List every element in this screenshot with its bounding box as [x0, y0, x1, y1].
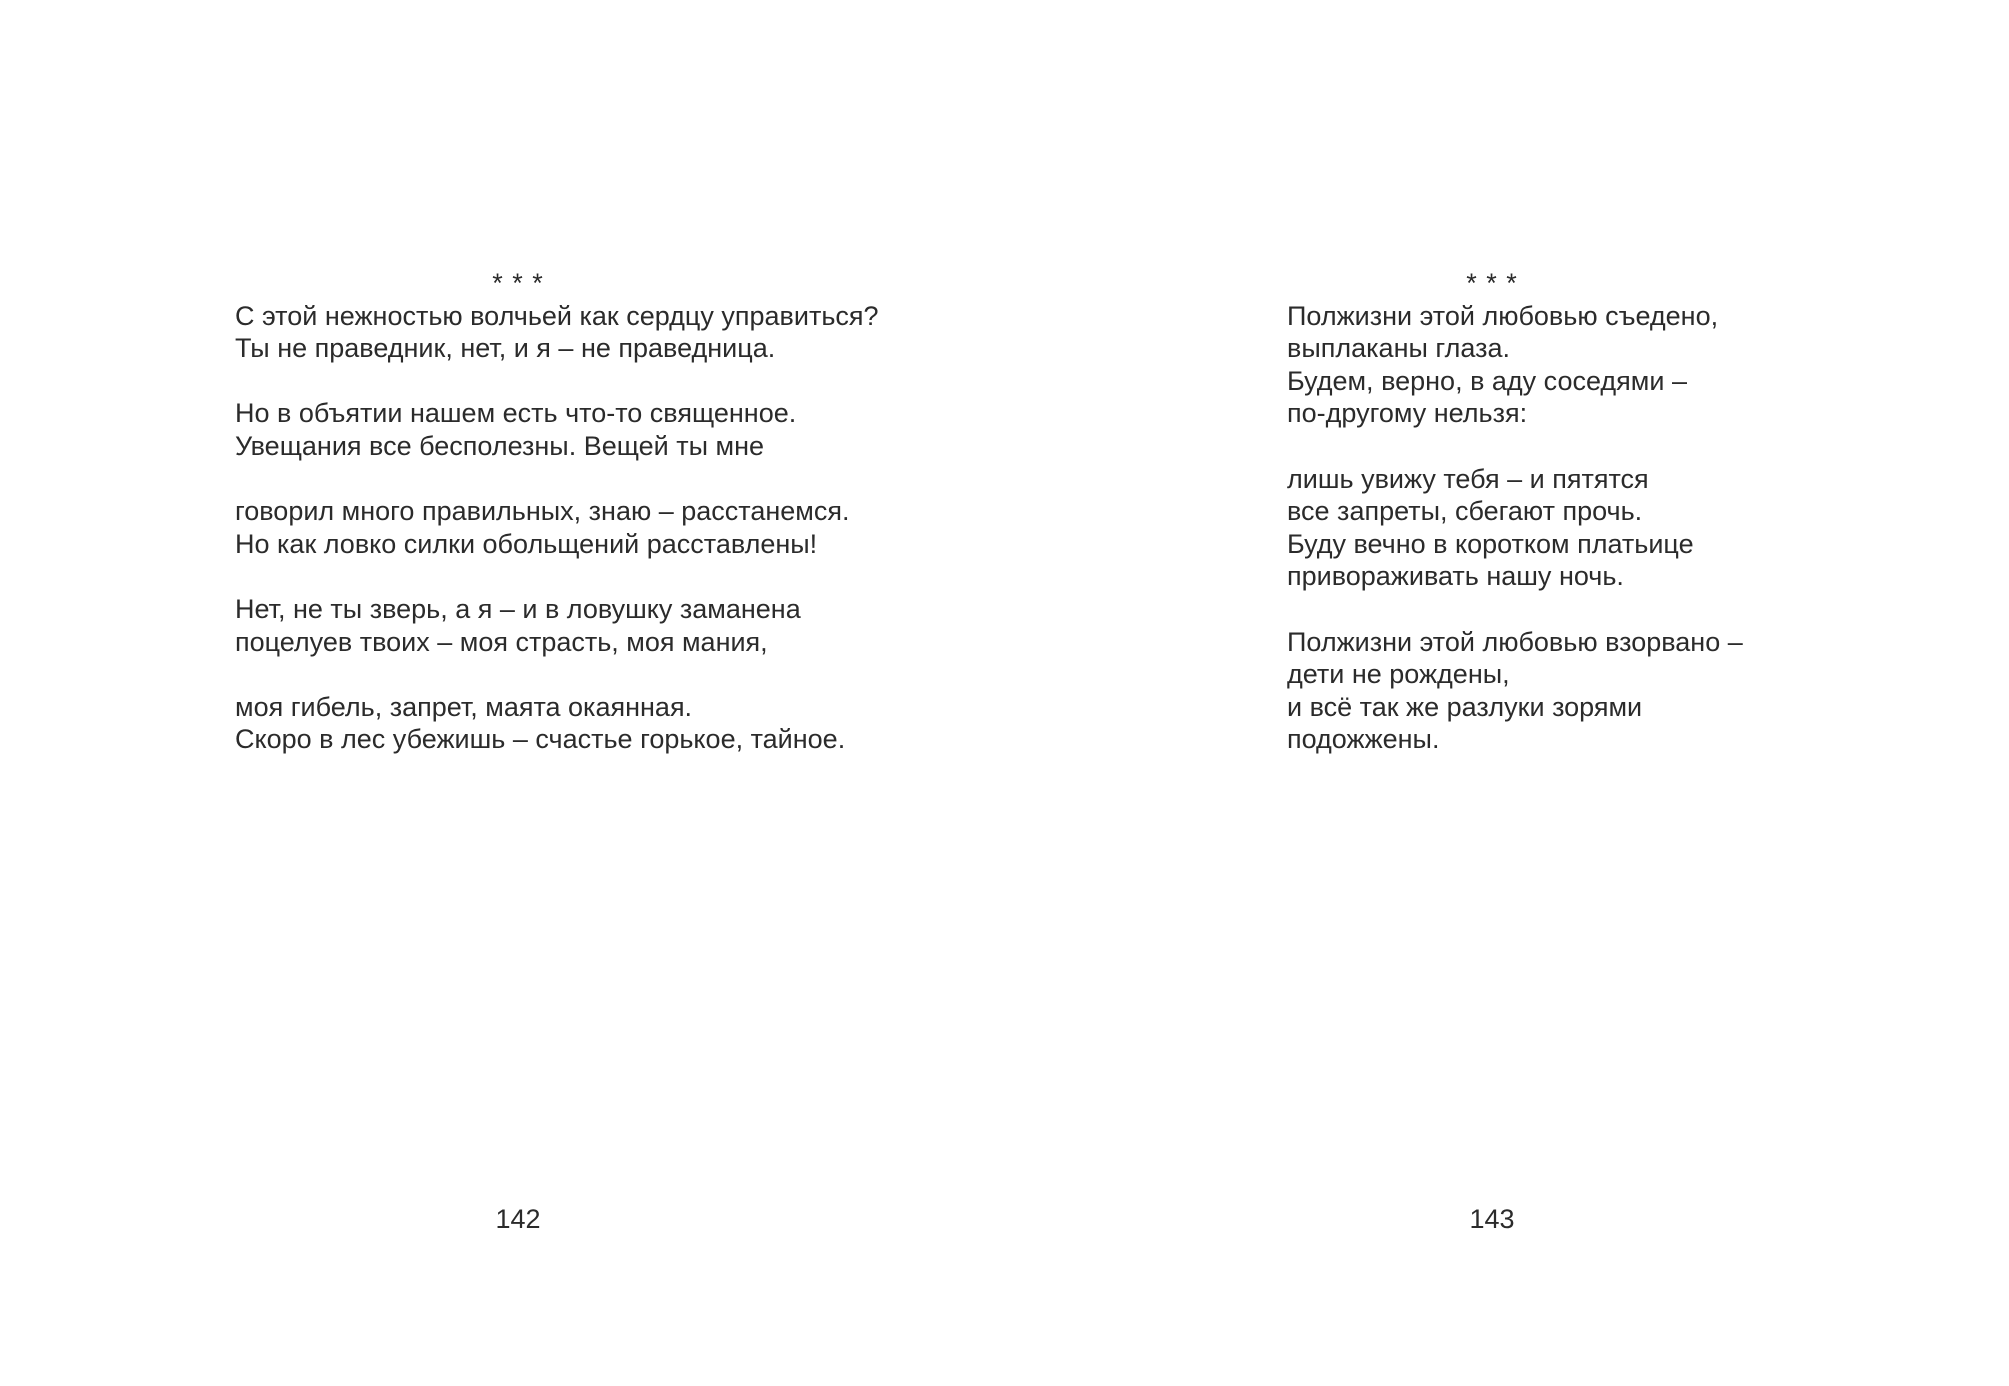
stanza	[1287, 626, 1743, 756]
poem-line: Будем, верно, в аду соседями –	[1287, 365, 1687, 396]
poem-line: выплаканы глаза.	[1287, 333, 1511, 364]
poem-line: Увещания все бесполезны. Вещей ты мне	[235, 430, 764, 461]
page-right-poem	[1287, 267, 1743, 789]
poem-line: Но как ловко силки обольщений расставлены!	[235, 528, 818, 559]
poem-line: по-другому нельзя:	[1287, 398, 1528, 429]
poem-line: Буду вечно в коротком платьице	[1287, 528, 1694, 559]
poem-line: все запреты, сбегают прочь.	[1287, 496, 1643, 527]
poem-line: Ты не праведник, нет, и я – не праведница.	[235, 333, 776, 364]
poem-line: Но в объятии нашем есть что-то священное.	[235, 398, 797, 429]
section-mark: * * *	[492, 268, 544, 298]
stanza	[1287, 300, 1719, 430]
section-mark: * * *	[1466, 268, 1518, 298]
stanza	[235, 397, 801, 462]
poem-line: Скоро в лес убежишь – счастье горькое, тайное.	[235, 724, 846, 755]
stanza	[235, 691, 846, 756]
page-number-left: 142	[495, 1204, 541, 1234]
poem-line: моя гибель, запрет, маята окаянная.	[235, 691, 693, 722]
poem-line: С этой нежностью волчьей как сердцу управиться?	[235, 300, 879, 331]
stanza	[1287, 463, 1697, 593]
page-number-right: 143	[1469, 1204, 1515, 1234]
poem-line: Полжизни этой любовью съедено,	[1287, 300, 1719, 331]
poem-line: Нет, не ты зверь, а я – и в ловушку заманена	[235, 593, 801, 624]
stanza	[235, 593, 801, 658]
poem-line: говорил много правильных, знаю – расстанемся.	[235, 496, 850, 527]
poem-line: и всё так же разлуки зорями	[1287, 691, 1643, 722]
poem-line: лишь увижу тебя – и пятятся	[1287, 463, 1649, 494]
page-left-poem	[235, 267, 879, 789]
poem-line: дети не рождены,	[1287, 659, 1510, 690]
stanza	[235, 300, 879, 365]
poem-line: поцелуев твоих – моя страсть, моя мания,	[235, 626, 768, 657]
poem-line: Полжизни этой любовью взорвано –	[1287, 626, 1743, 657]
poem-line: подожжены.	[1287, 724, 1440, 755]
stanza	[235, 495, 850, 560]
poem-line: привораживать нашу ночь.	[1287, 561, 1624, 592]
